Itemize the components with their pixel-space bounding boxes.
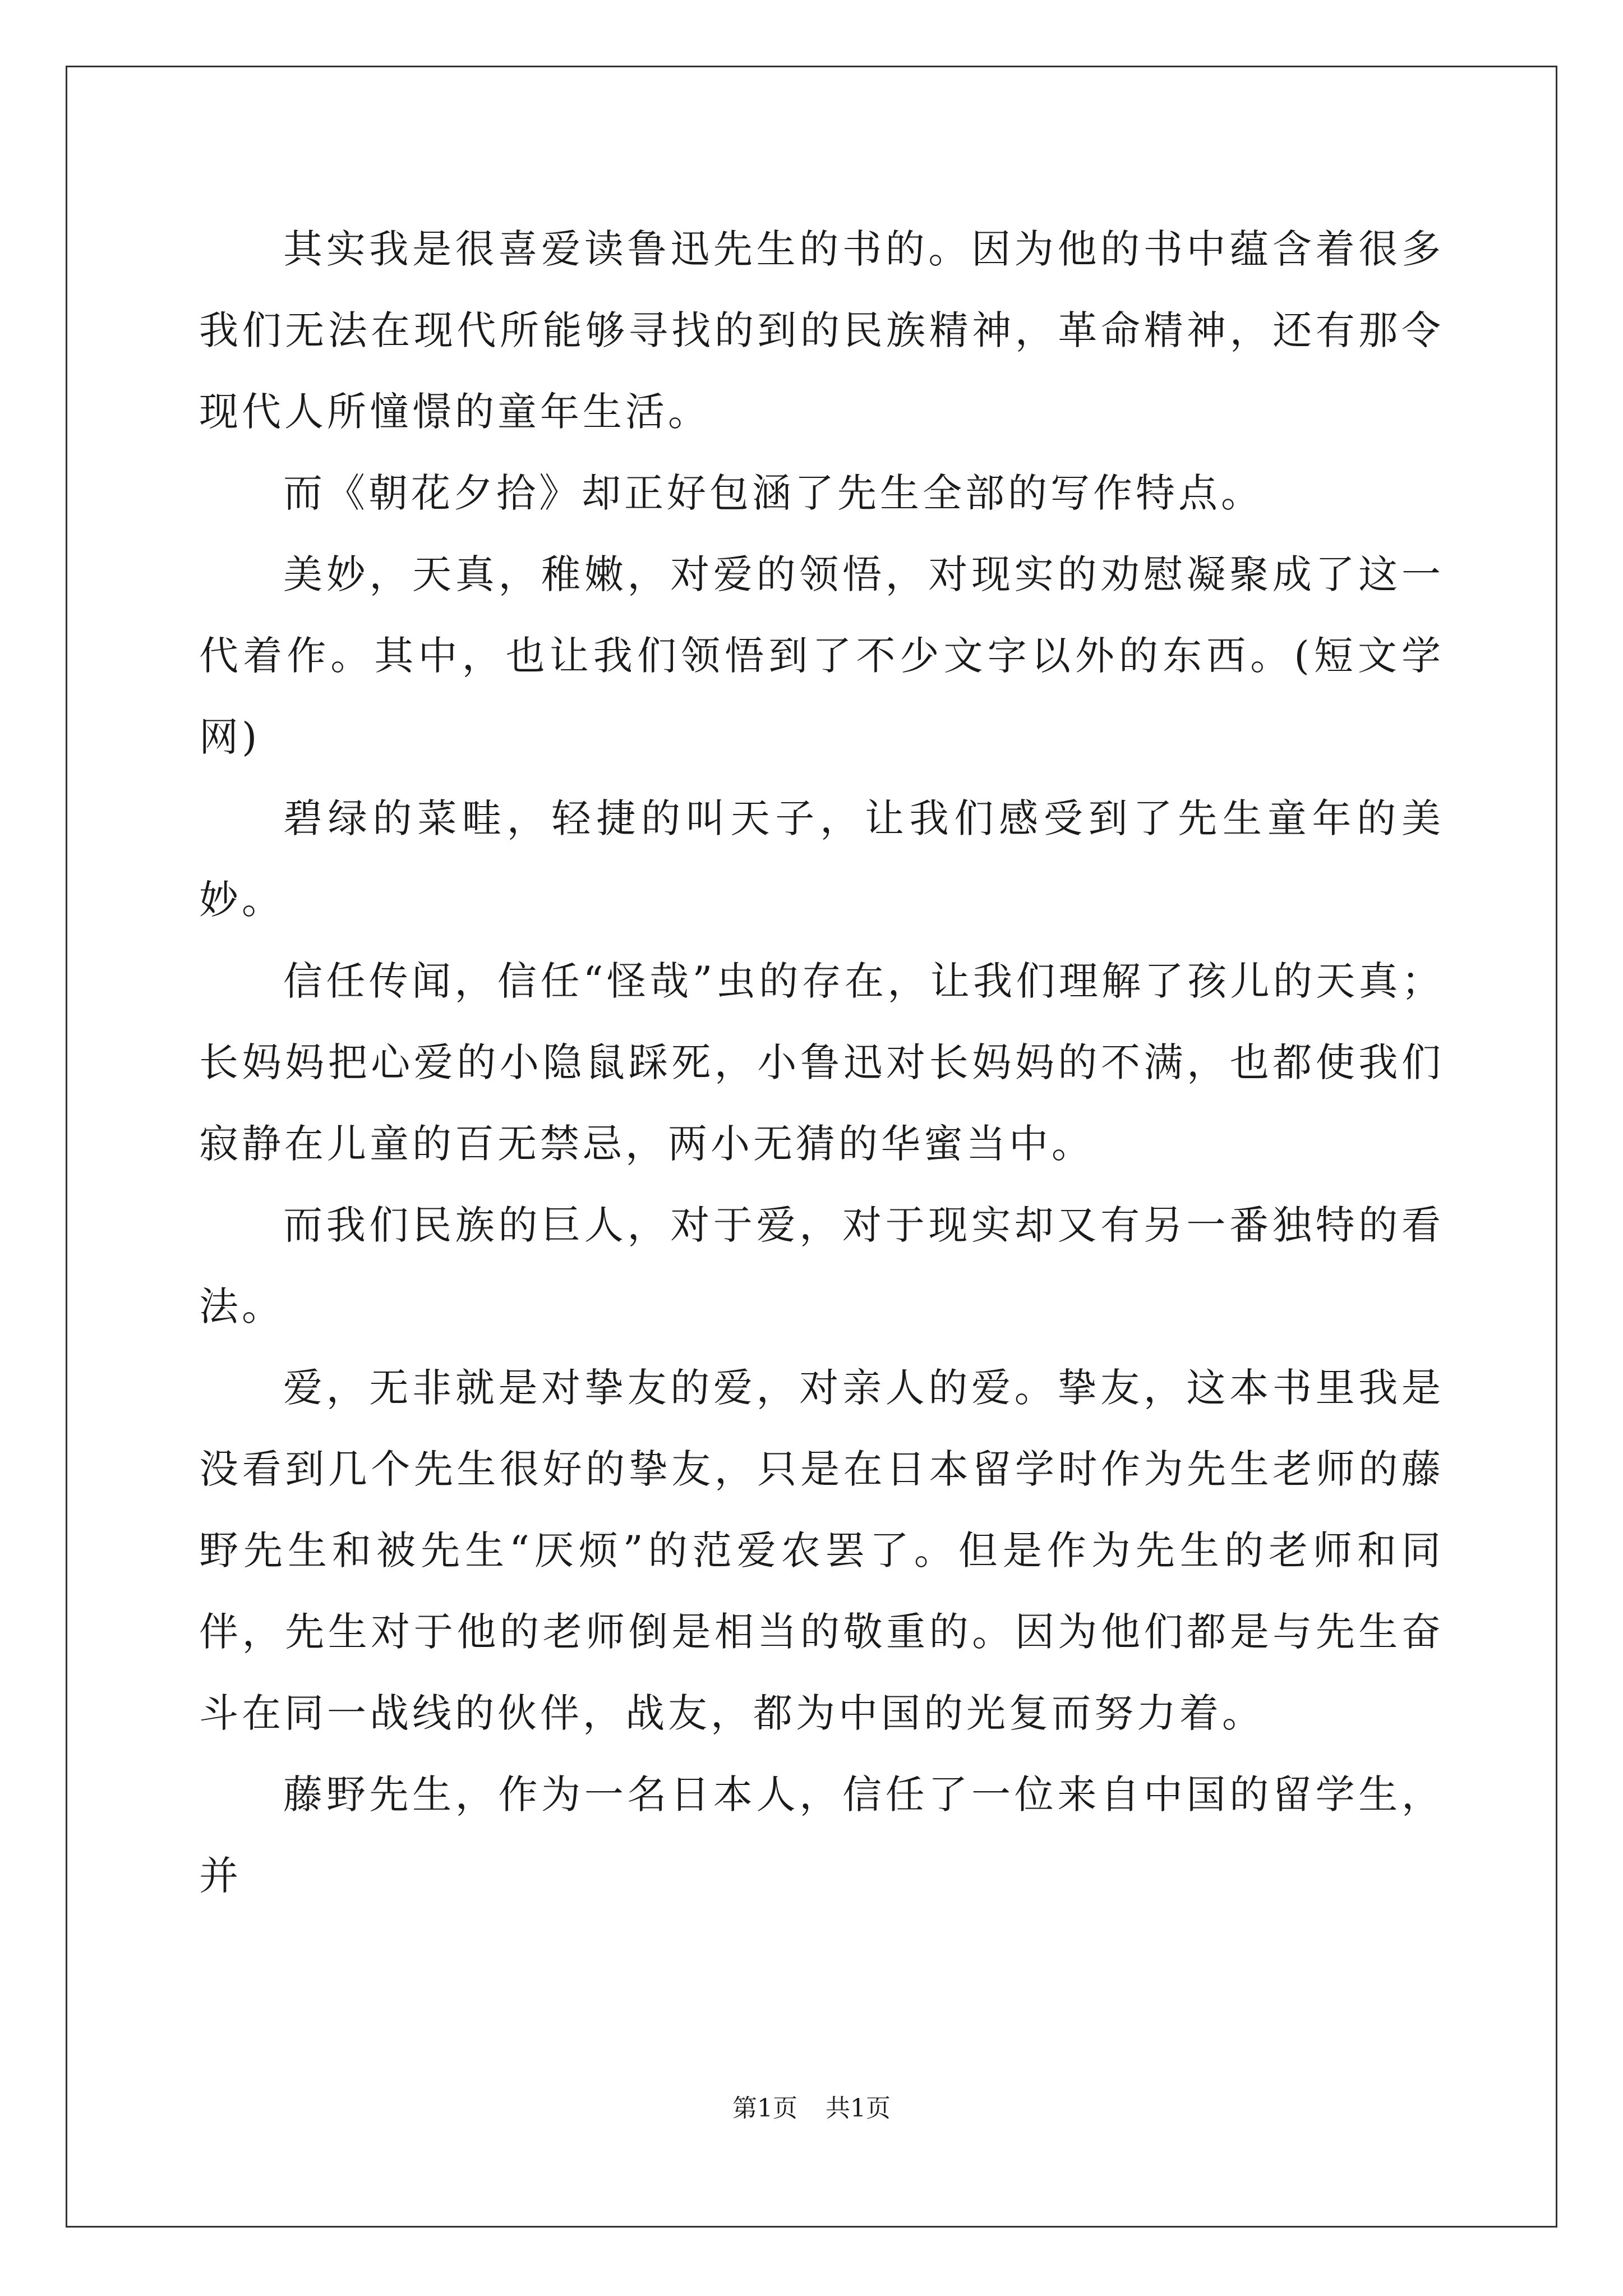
paragraph: 爱，无非就是对挚友的爱，对亲人的爱。挚友，这本书里我是没看到几个先生很好的挚友，只是在日本留学时作为先生老师的藤野先生和被先生“厌烦”的范爱农罢了。但是作为先生的老师和同伴，先生对于他的老师倒是相当的敬重的。因为他们都是与先生奋斗在同一战线的伙伴，战友，都为中国的光复而努力着。 — [199, 1365, 1444, 1736]
paragraph: 藤野先生，作为一名日本人，信任了一位来自中国的留学生，并 — [199, 1772, 1444, 1899]
paragraph: 而《朝花夕拾》却正好包涵了先生全部的写作特点。 — [283, 470, 1264, 516]
paragraph: 其实我是很喜爱读鲁迅先生的书的。因为他的书中蕴含着很多我们无法在现代所能够寻找的到的民族精神，革命精神，还有那令现代人所憧憬的童年生活。 — [199, 226, 1444, 435]
paragraph: 碧绿的菜畦，轻捷的叫天子，让我们感受到了先生童年的美妙。 — [199, 795, 1444, 923]
page-number-current: 第1页 — [732, 2094, 797, 2123]
page-footer — [0, 2088, 1623, 2124]
paragraph: 美妙，天真，稚嫩，对爱的领悟，对现实的劝慰凝聚成了这一代着作。其中，也让我们领悟到了不少文字以外的东西。(短文学网) — [199, 551, 1444, 760]
page-number-total: 共1页 — [826, 2094, 891, 2123]
paragraph: 信任传闻，信任“怪哉”虫的存在，让我们理解了孩儿的天真；长妈妈把心爱的小隐鼠踩死，小鲁迅对长妈妈的不满，也都使我们寂静在儿童的百无禁忌，两小无猜的华蜜当中。 — [199, 958, 1444, 1167]
document-body — [199, 209, 1444, 1917]
paragraph: 而我们民族的巨人，对于爱，对于现实却又有另一番独特的看法。 — [199, 1202, 1444, 1329]
